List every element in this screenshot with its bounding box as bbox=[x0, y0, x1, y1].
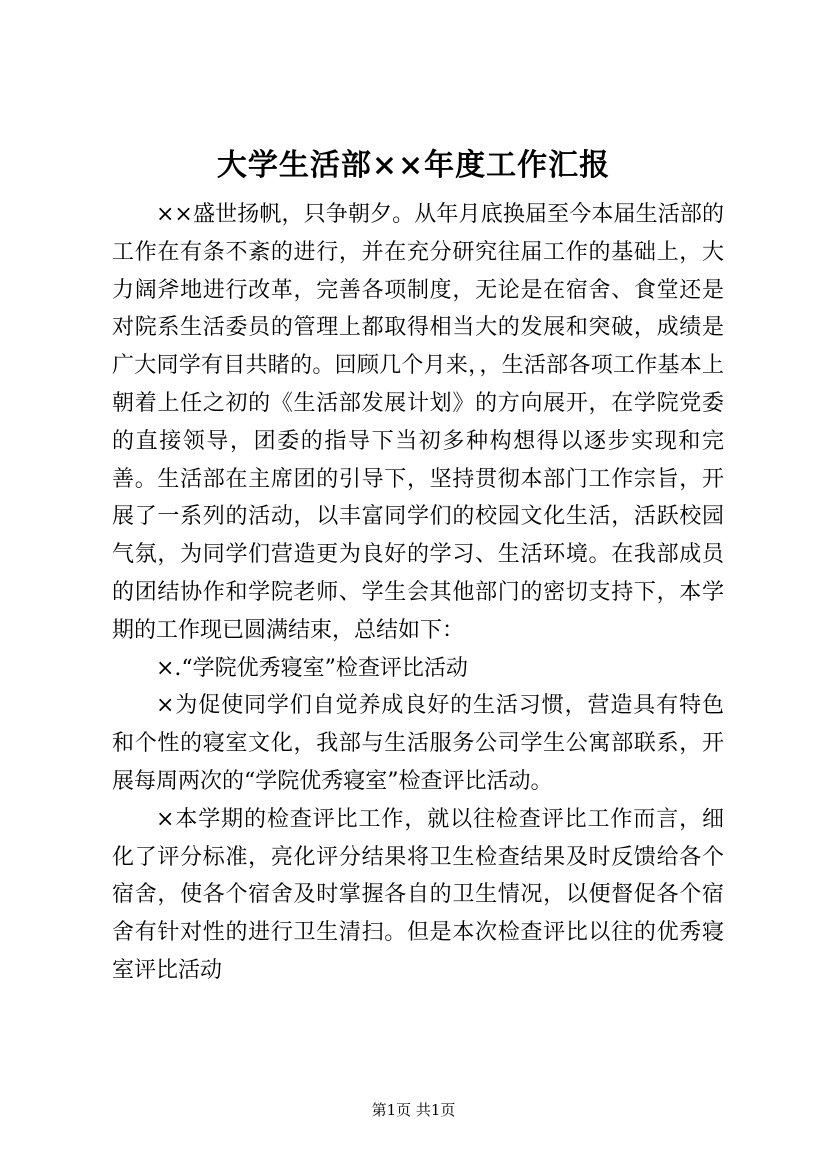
page-number: 第1页 共1页 bbox=[371, 1101, 456, 1119]
document-title: 大学生活部××年度工作汇报 bbox=[216, 148, 611, 183]
section-heading: ×.“学院优秀寝室”检查评比活动 bbox=[156, 655, 468, 681]
intro-paragraph: ××盛世扬帆，只争朝夕。从年月底换届至今本届生活部的工作在有条不紊的进行，并在充分研究往届工作的基础上，大力阔斧地进行改革，完善各项制度，无论是在宿舍、食堂还是对院系生活委员的管理上都取得相当大的发展和突破，成绩是广大同学有目共睹的。回顾几个月来，，生活部各项工作基本上朝着上任之初的《生活部发展计划》的方向展开，在学院党委的直接领导，团委的指导下当初多种构想得以逐步实现和完善。生活部在主席团的引导下，坚持贯彻本部门工作宗旨，开展了一系列的活动，以丰富同学们的校园文化生活，活跃校园气氛，为同学们营造更为良好的学习、生活环境。在我部成员的团结协作和学院老师、学生会其他部门的密切支持下，本学期的工作现已圆满结束，总结如下： bbox=[112, 202, 724, 643]
body-paragraph: ×为促使同学们自觉养成良好的生活习惯，营造具有特色和个性的寝室文化，我部与生活服务公司学生公寓部联系，开展每周两次的“学院优秀寝室”检查评比活动。 bbox=[112, 693, 724, 794]
document-body bbox=[112, 196, 724, 990]
body-paragraph: ×本学期的检查评比工作，就以往检查评比工作而言，细化了评分标准，亮化评分结果将卫生检查结果及时反馈给各个宿舍，使各个宿舍及时掌握各自的卫生情况，以便督促各个宿舍有针对性的进行卫生清扫。但是本次检查评比以往的优秀寝室评比活动 bbox=[112, 806, 724, 983]
